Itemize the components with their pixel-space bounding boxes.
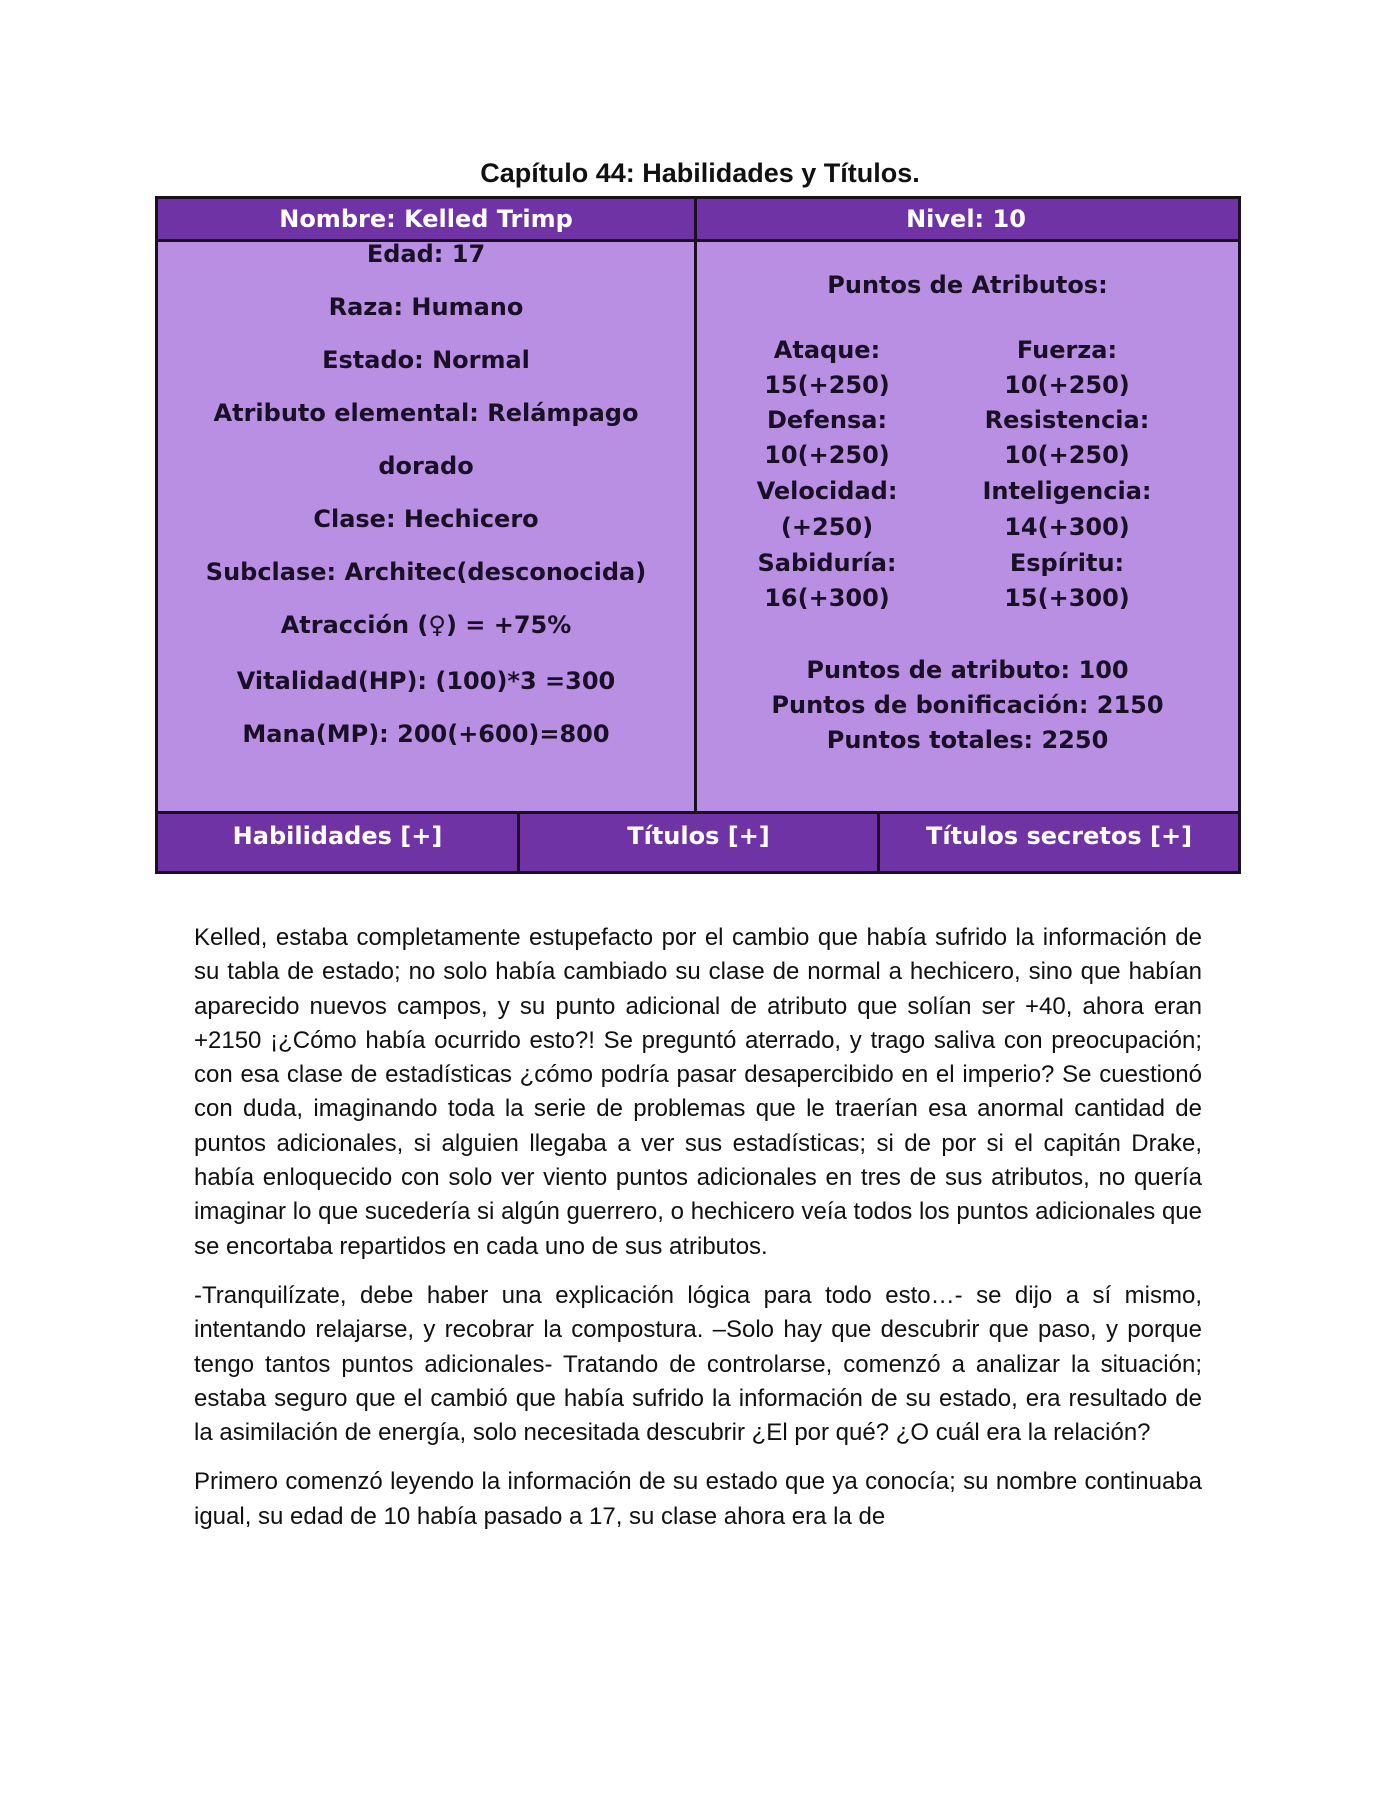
name-header: Nombre: Kelled Trimp <box>158 199 694 239</box>
bonus-points: Puntos de bonificación: 2150 <box>771 691 1164 719</box>
attack-label: Ataque: <box>773 336 881 364</box>
secret-titles-button[interactable]: Títulos secretos [+] <box>880 814 1238 871</box>
paragraph: Kelled, estaba completamente estupefacto por el cambio que había sufrido la información de su tabla de estado; no solo había cambiado su clase de normal a hechicero, sino que habían aparecido nuevos campos, y su punto adicional de atributo que solían ser +40, ahora eran +2150 ¡¿Cómo había ocurrido esto?! Se preguntó aterrado, y trago saliva con preocupación; con esa clase de estadísticas ¿cómo podría pasar desapercibido en el imperio? Se cuestionó con duda, imaginando toda la serie de problemas que le traerían esa anormal cantidad de puntos adicionales, si alguien llegaba a ver sus estadísticas; si de por si el capitán Drake, había enloquecido con solo ver viento puntos adicionales en tres de sus atributos, no quería imaginar lo que sucedería si algún guerrero, o hechicero veía todos los puntos adicionales que se encortaba repartidos en cada uno de sus atributos. <box>194 924 1202 1260</box>
defense-value: 10(+250) <box>764 441 890 469</box>
level-header: Nivel: 10 <box>694 199 1238 239</box>
state-row: Estado: Normal <box>322 346 530 374</box>
strength-label: Fuerza: <box>1016 336 1118 364</box>
paragraph: -Tranquilízate, debe haber una explicación lógica para todo esto…- se dijo a sí mismo, intentando relajarse, y recobrar la compostura. –Solo hay que descubrir que paso, y porque tengo tantos puntos adicionales- Tratando de controlarse, comenzó a analizar la situación; estaba seguro que el cambió que había sufrido la información de su estado, era resultado de la asimilación de energía, solo necesitada descubrir ¿El por qué? ¿O cuál era la relación? <box>194 1281 1202 1447</box>
attack-value: 15(+250) <box>764 371 890 399</box>
attributes-title: Puntos de Atributos: <box>827 271 1108 299</box>
wisdom-value: 16(+300) <box>764 584 890 612</box>
intelligence-label: Inteligencia: <box>982 477 1152 505</box>
paragraph: Primero comenzó leyendo la información de su estado que ya conocía; su nombre continuaba igual, su edad de 10 había pasado a 17, su clase ahora era la de <box>194 1468 1202 1530</box>
story-text <box>194 921 1202 1549</box>
resistance-label: Resistencia: <box>984 406 1150 434</box>
race-row: Raza: Humano <box>328 293 524 321</box>
titles-button[interactable]: Títulos [+] <box>520 814 877 871</box>
strength-value: 10(+250) <box>1004 371 1130 399</box>
attraction-row: Atracción (♀) = +75% <box>280 611 572 639</box>
resistance-value: 10(+250) <box>1004 441 1130 469</box>
wisdom-label: Sabiduría: <box>757 549 897 577</box>
attribute-points: Puntos de atributo: 100 <box>806 656 1129 684</box>
speed-label: Velocidad: <box>756 477 898 505</box>
status-table <box>155 196 1241 874</box>
character-info <box>158 239 694 811</box>
element-row: Atributo elemental: Relámpago <box>213 399 639 427</box>
age-row: Edad: 17 <box>366 240 486 268</box>
attributes-panel <box>697 239 1238 811</box>
vitality-row: Vitalidad(HP): (100)*3 =300 <box>236 667 616 695</box>
speed-value: (+250) <box>780 513 874 541</box>
subclass-row: Subclase: Architec(desconocida) <box>205 558 647 586</box>
chapter-title: Capítulo 44: Habilidades y Títulos. <box>480 158 920 188</box>
spirit-value: 15(+300) <box>1004 584 1130 612</box>
skills-button[interactable]: Habilidades [+] <box>158 814 517 871</box>
intelligence-value: 14(+300) <box>1004 513 1130 541</box>
total-points: Puntos totales: 2250 <box>826 726 1109 754</box>
mana-row: Mana(MP): 200(+600)=800 <box>242 720 610 748</box>
element-row-cont: dorado <box>378 452 474 480</box>
class-row: Clase: Hechicero <box>313 505 539 533</box>
defense-label: Defensa: <box>766 406 888 434</box>
spirit-label: Espíritu: <box>1009 549 1125 577</box>
